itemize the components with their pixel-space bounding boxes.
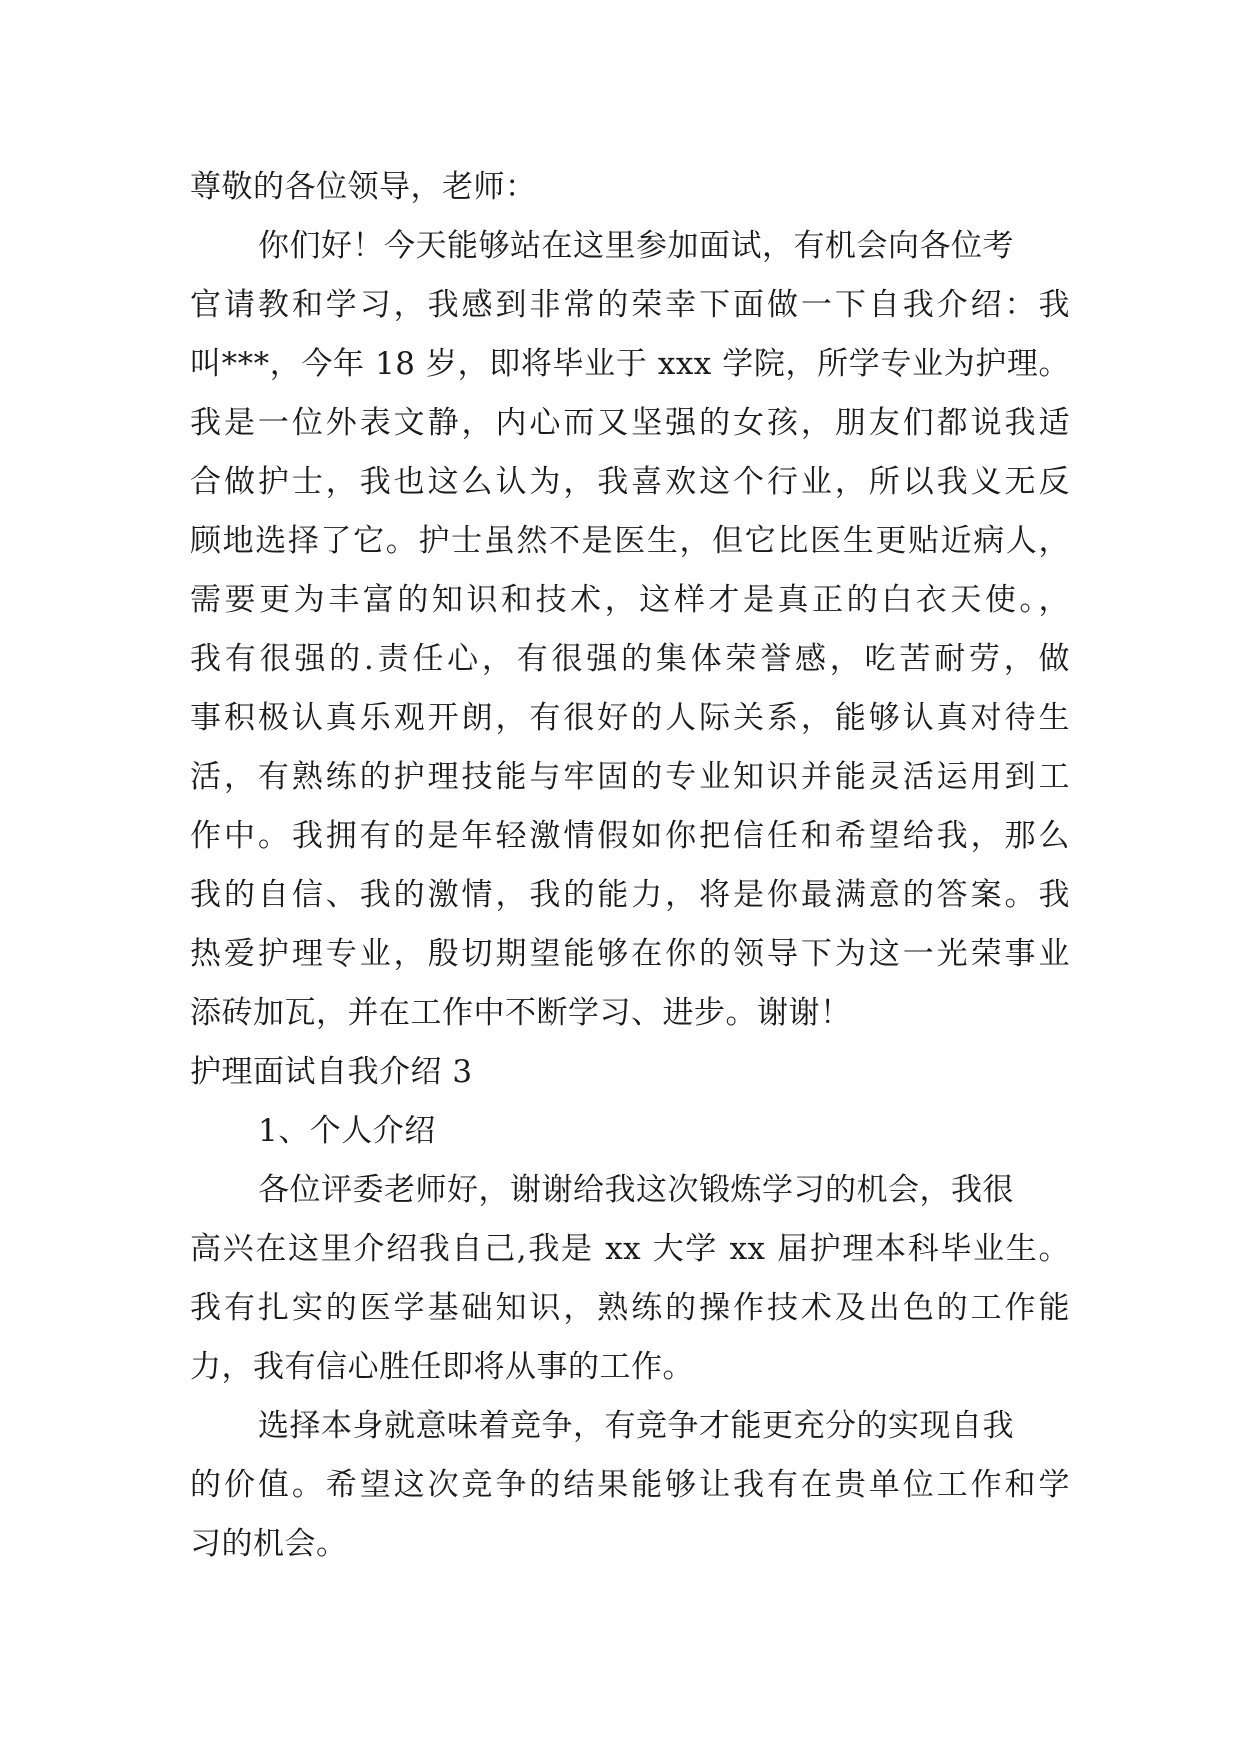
paragraph-line: 事积极认真乐观开朗，有很好的人际关系，能够认真对待生 xyxy=(190,700,1070,736)
paragraph-intro xyxy=(190,217,1070,1043)
paragraph-line: 习的机会。 xyxy=(190,1526,348,1562)
paragraph-line: 顾地选择了它。护士虽然不是医生，但它比医生更贴近病人， xyxy=(190,523,1070,559)
paragraph-line: 热爱护理专业，殷切期望能够在你的领导下为这一光荣事业 xyxy=(190,936,1070,972)
paragraph-closing xyxy=(190,1397,1070,1574)
paragraph-line: 你们好！今天能够站在这里参加面试，有机会向各位考 xyxy=(258,228,1014,264)
paragraph-line: 添砖加瓦，并在工作中不断学习、进步。谢谢！ xyxy=(190,995,852,1031)
paragraph-line: 我的自信、我的激情，我的能力，将是你最满意的答案。我 xyxy=(190,877,1070,913)
section-title: 护理面试自我介绍 3 xyxy=(190,1054,473,1090)
subsection-title: 1、个人介绍 xyxy=(258,1113,436,1149)
paragraph-line: 各位评委老师好，谢谢给我这次锻炼学习的机会，我很 xyxy=(258,1172,1014,1208)
paragraph-line: 的价值。希望这次竞争的结果能够让我有在贵单位工作和学 xyxy=(190,1467,1070,1503)
paragraph-personal xyxy=(190,1161,1070,1397)
salutation: 尊敬的各位领导，老师： xyxy=(190,169,537,205)
paragraph-line: 作中。我拥有的是年轻激情假如你把信任和希望给我，那么 xyxy=(190,818,1070,854)
paragraph-line: 选择本身就意味着竞争，有竞争才能更充分的实现自我 xyxy=(258,1408,1014,1444)
paragraph-line: 高兴在这里介绍我自己,我是 xx 大学 xx 届护理本科毕业生。 xyxy=(190,1231,1070,1267)
paragraph-line: 需要更为丰富的知识和技术，这样才是真正的白衣天使。， xyxy=(190,582,1070,618)
paragraph-line: 我有很强的.责任心，有很强的集体荣誉感，吃苦耐劳，做 xyxy=(190,641,1070,677)
paragraph-line: 我有扎实的医学基础知识，熟练的操作技术及出色的工作能 xyxy=(190,1290,1070,1326)
paragraph-line: 合做护士，我也这么认为，我喜欢这个行业，所以我义无反 xyxy=(190,464,1070,500)
paragraph-line: 力，我有信心胜任即将从事的工作。 xyxy=(190,1349,694,1385)
paragraph-line: 我是一位外表文静，内心而又坚强的女孩，朋友们都说我适 xyxy=(190,405,1070,441)
document-body xyxy=(190,158,1070,1574)
paragraph-line: 官请教和学习，我感到非常的荣幸下面做一下自我介绍：我 xyxy=(190,287,1070,323)
paragraph-line: 活，有熟练的护理技能与牢固的专业知识并能灵活运用到工 xyxy=(190,759,1070,795)
paragraph-line: 叫***，今年 18 岁，即将毕业于 xxx 学院，所学专业为护理。 xyxy=(190,346,1070,382)
